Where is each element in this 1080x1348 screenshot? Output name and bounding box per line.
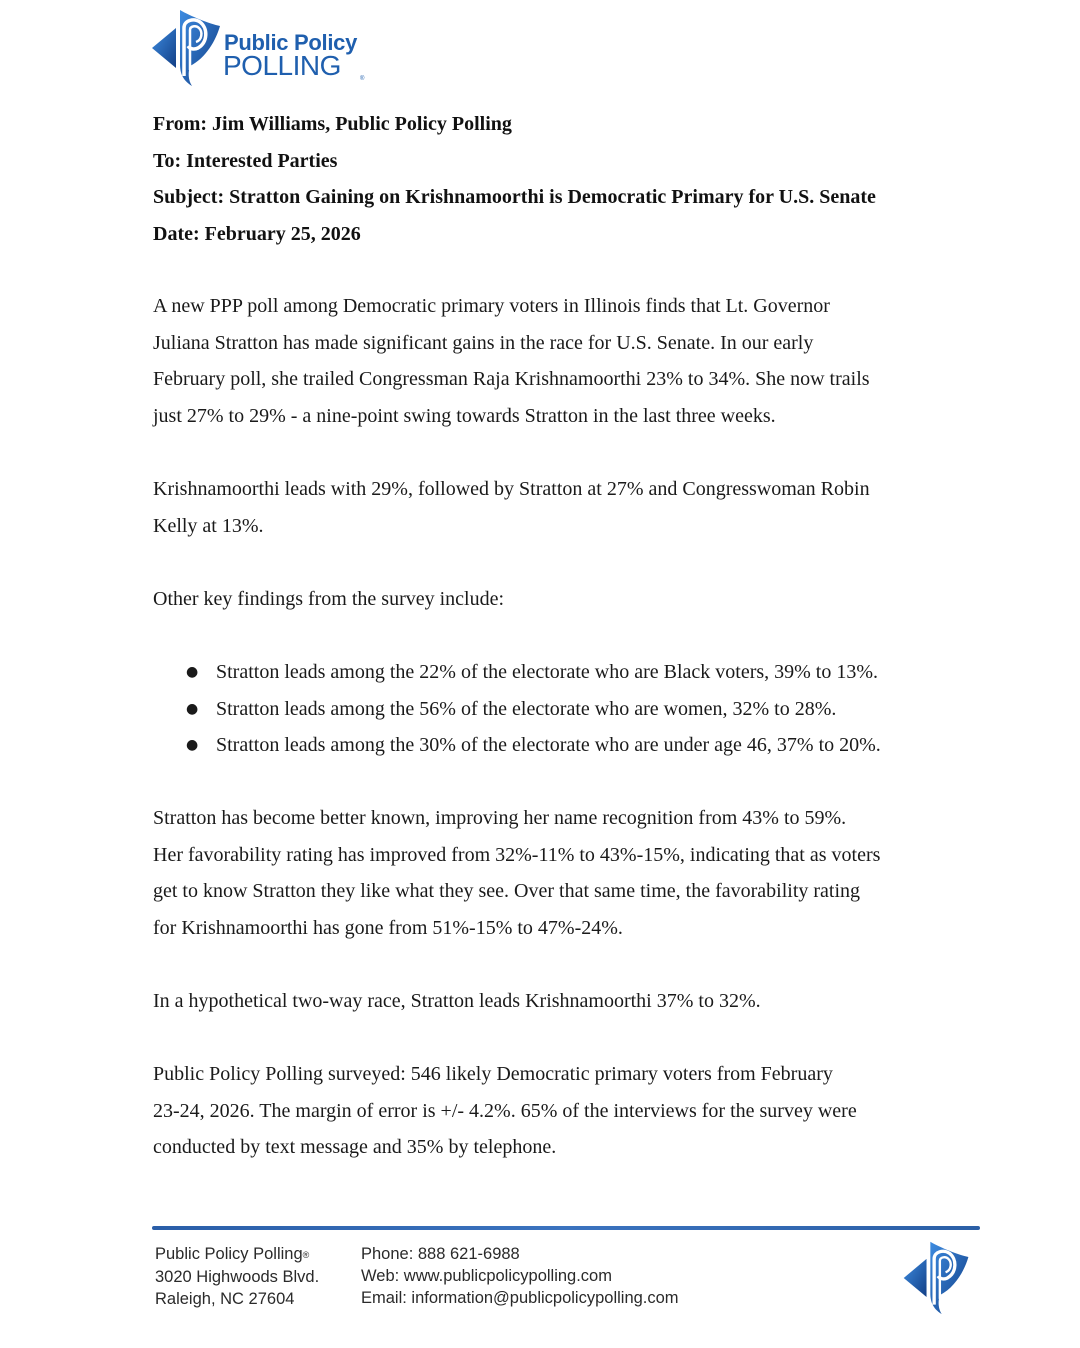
memo-header — [153, 110, 876, 256]
logo-text-public-policy: Public Policy — [224, 30, 358, 55]
key-findings-list — [153, 654, 953, 764]
paragraph-line: Her favorability rating has improved from 32%-11% to 43%-15%, indicating that as voters — [153, 843, 881, 866]
footer-logo — [900, 1238, 974, 1316]
footer-address-line1: 3020 Highwoods Blvd. — [155, 1268, 320, 1286]
paragraph-line: for Krishnamoorthi has gone from 51%-15% to 47%-24%. — [153, 916, 623, 939]
ppp-footer-logo-mark-icon — [900, 1238, 974, 1316]
paragraph-line: Stratton has become better known, improving her name recognition from 43% to 59%. — [153, 807, 847, 829]
memo-to: To: Interested Parties — [153, 149, 338, 172]
paragraph-line: Public Policy Polling surveyed: 546 likely Democratic primary voters from February — [153, 1063, 833, 1085]
paragraph-methodology — [153, 1056, 943, 1166]
ppp-logo-mark-icon — [150, 6, 224, 88]
list-item-text: Stratton leads among the 30% of the electorate who are under age 46, 37% to 20%. — [216, 734, 881, 756]
paragraph-line: just 27% to 29% - a nine-point swing towards Stratton in the last three weeks. — [153, 404, 776, 427]
paragraph-line: Kelly at 13%. — [153, 514, 264, 537]
paragraph-line: conducted by text message and 35% by telephone. — [153, 1136, 557, 1158]
bullet-icon: ● — [186, 700, 199, 717]
list-item — [153, 727, 953, 764]
footer-address — [155, 1243, 319, 1310]
footer-web-link[interactable]: Web: www.publicpolicypolling.com — [361, 1267, 612, 1285]
footer-address-line2: Raleigh, NC 27604 — [155, 1290, 295, 1308]
footer-company — [155, 1243, 319, 1266]
paragraph-key-findings-intro: Other key findings from the survey include: — [153, 588, 505, 610]
list-item — [153, 691, 953, 728]
footer-email-link[interactable]: Email: information@publicpolicypolling.com — [361, 1289, 679, 1307]
paragraph-intro — [153, 288, 943, 434]
paragraph-line: Juliana Stratton has made significant gains in the race for U.S. Senate. In our early — [153, 331, 814, 354]
memo-date: Date: February 25, 2026 — [153, 222, 361, 245]
list-item-text: Stratton leads among the 22% of the electorate who are Black voters, 39% to 13%. — [216, 661, 879, 683]
memo-from: From: Jim Williams, Public Policy Polling — [153, 113, 512, 135]
list-item-text: Stratton leads among the 56% of the electorate who are women, 32% to 28%. — [216, 697, 837, 720]
logo-registered-mark: ® — [360, 76, 365, 82]
paragraph-line: 23-24, 2026. The margin of error is +/- 4.2%. 65% of the interviews for the survey were — [153, 1099, 857, 1122]
paragraph-favorability — [153, 800, 943, 946]
logo-text-polling: POLLING — [223, 50, 341, 81]
paragraph-line: February poll, she trailed Congressman Raja Krishnamoorthi 23% to 34%. She now trails — [153, 368, 870, 390]
paragraph-two-way-race: In a hypothetical two-way race, Stratton leads Krishnamoorthi 37% to 32%. — [153, 990, 761, 1012]
paragraph-line: get to know Stratton they like what they see. Over that same time, the favorability rating — [153, 880, 861, 902]
paragraph-line: A new PPP poll among Democratic primary voters in Illinois finds that Lt. Governor — [153, 295, 830, 317]
footer-registered-mark: ® — [302, 1250, 310, 1260]
footer-divider — [152, 1226, 980, 1230]
list-item — [153, 654, 953, 691]
bullet-icon: ● — [186, 737, 199, 753]
paragraph-line: Krishnamoorthi leads with 29%, followed by Stratton at 27% and Congresswoman Robin — [153, 478, 870, 500]
footer-company-name: Public Policy Polling — [155, 1245, 303, 1263]
footer-phone: Phone: 888 621-6988 — [361, 1245, 520, 1263]
bullet-icon: ● — [186, 664, 199, 680]
paragraph-topline — [153, 471, 943, 544]
ppp-logo — [150, 6, 380, 88]
memo-subject: Subject: Stratton Gaining on Krishnamoorthi is Democratic Primary for U.S. Senate — [153, 186, 876, 208]
footer-contact — [361, 1243, 679, 1309]
